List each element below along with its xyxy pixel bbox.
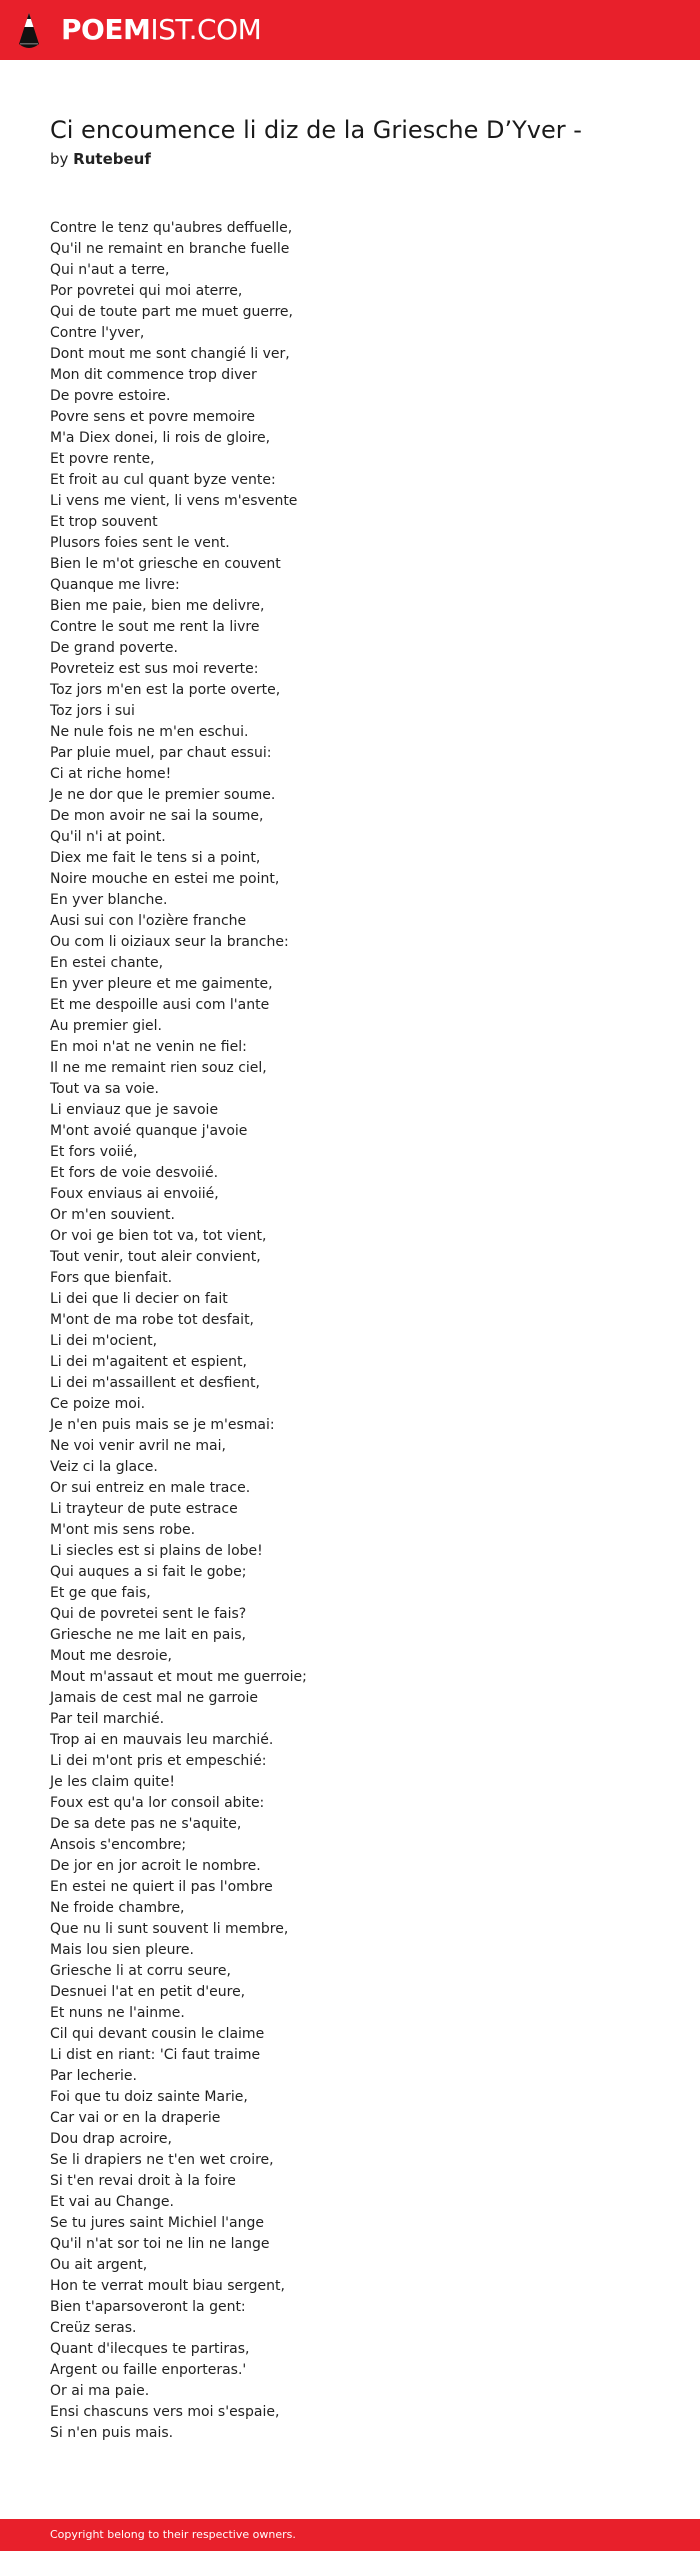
- poem-line: Bien t'aparsoveront la gent:: [50, 2299, 246, 2315]
- by-prefix: by: [50, 150, 74, 168]
- pencil-tip-icon[interactable]: [17, 12, 41, 50]
- poem-line: Foux est qu'a lor consoil abite:: [50, 1795, 265, 1811]
- poem-line: Cil qui devant cousin le claime: [50, 2026, 265, 2042]
- poem-line: Qui auques a si fait le gobe;: [50, 1564, 247, 1580]
- poem-line: Si t'en revai droit à la foire: [50, 2173, 236, 2189]
- poem-line: Ne nule fois ne m'en eschui.: [50, 724, 249, 740]
- poem-line: Dont mout me sont changié li ver,: [50, 346, 290, 362]
- poem-line: Et ge que fais,: [50, 1585, 151, 1601]
- poem-line: Ansois s'encombre;: [50, 1837, 187, 1853]
- poem-line: Jamais de cest mal ne garroie: [50, 1690, 259, 1706]
- poem-line: Hon te verrat moult biau sergent,: [50, 2278, 285, 2294]
- poem-line: En estei ne quiert il pas l'ombre: [50, 1879, 273, 1895]
- poem-line: Et vai au Change.: [50, 2194, 174, 2210]
- poem-line: Or m'en souvient.: [50, 1207, 175, 1223]
- poem-line: Quanque me livre:: [50, 577, 180, 593]
- poem-line: Noire mouche en estei me point,: [50, 871, 280, 887]
- author-link[interactable]: Rutebeuf: [73, 150, 151, 168]
- poem-line: Fors que bienfait.: [50, 1270, 173, 1286]
- poem-line: En yver pleure et me gaimente,: [50, 976, 273, 992]
- poem-line: Ce poize moi.: [50, 1396, 146, 1412]
- logo-bold-text: POEM: [61, 13, 151, 46]
- poem-line: Par teil marchié.: [50, 1711, 165, 1727]
- logo-light-text: IST.COM: [150, 13, 262, 46]
- poem-line: Qu'il n'i at point.: [50, 829, 166, 845]
- poem-line: Li dei m'ocient,: [50, 1333, 158, 1349]
- poem-line: Et fors voiié,: [50, 1144, 138, 1160]
- poem-line: Je ne dor que le premier soume.: [50, 787, 276, 803]
- poem-line: Car vai or en la draperie: [50, 2110, 221, 2126]
- poem-line: Qu'il n'at sor toi ne lin ne lange: [50, 2236, 270, 2252]
- poem-line: Ou ait argent,: [50, 2257, 148, 2273]
- poem-line: Je les claim quite!: [50, 1774, 175, 1790]
- poem-line: Que nu li sunt souvent li membre,: [50, 1921, 289, 1937]
- copyright-text: Copyright belong to their respective owners.: [50, 2528, 296, 2541]
- poem-line: Veiz ci la glace.: [50, 1459, 158, 1475]
- poem-line: De povre estoire.: [50, 388, 171, 404]
- poem-line: Ensi chascuns vers moi s'espaie,: [50, 2404, 280, 2420]
- poem-line: Li trayteur de pute estrace: [50, 1501, 238, 1517]
- poem-line: Je n'en puis mais se je m'esmai:: [50, 1417, 275, 1433]
- poem-line: Et fors de voie desvoiié.: [50, 1165, 219, 1181]
- poem-line: Por povretei qui moi aterre,: [50, 283, 243, 299]
- poem-line: Toz jors m'en est la porte overte,: [50, 682, 281, 698]
- poem-line: Tout va sa voie.: [50, 1081, 159, 1097]
- poem-line: De sa dete pas ne s'aquite,: [50, 1816, 242, 1832]
- poem-line: Diex me fait le tens si a point,: [50, 850, 261, 866]
- poem-line: Desnuei l'at en petit d'eure,: [50, 1984, 246, 2000]
- poem-line: Li dei m'agaitent et espient,: [50, 1354, 247, 1370]
- poem-line: Par pluie muel, par chaut essui:: [50, 745, 272, 761]
- poem-line: Au premier giel.: [50, 1018, 162, 1034]
- poem-line: Foux enviaus ai envoiié,: [50, 1186, 219, 1202]
- top-bar: [0, 0, 700, 60]
- poem-line: Or ai ma paie.: [50, 2383, 150, 2399]
- poem-line: M'ont avoié quanque j'avoie: [50, 1123, 248, 1139]
- poem-line: Povre sens et povre memoire: [50, 409, 256, 425]
- poem-line: Foi que tu doiz sainte Marie,: [50, 2089, 248, 2105]
- footer-bar: [0, 2519, 700, 2551]
- poem-line: Dou drap acroire,: [50, 2131, 172, 2147]
- poem-line: Tout venir, tout aleir convient,: [50, 1249, 261, 1265]
- poem-line: Qu'il ne remaint en branche fuelle: [50, 241, 290, 257]
- poem-line: Li dei m'ont pris et empeschié:: [50, 1753, 267, 1769]
- poem-line: Ci at riche home!: [50, 766, 172, 782]
- poem-line: Griesche li at corru seure,: [50, 1963, 231, 1979]
- poem-line: Bien le m'ot griesche en couvent: [50, 556, 281, 572]
- poem-line: Contre le sout me rent la livre: [50, 619, 260, 635]
- poem-line: Li siecles est si plains de lobe!: [50, 1543, 263, 1559]
- poem-line: Ne froide chambre,: [50, 1900, 185, 1916]
- poem-line: Ausi sui con l'ozière franche: [50, 913, 247, 929]
- poem-line: Il ne me remaint rien souz ciel,: [50, 1060, 267, 1076]
- poem-line: De jor en jor acroit le nombre.: [50, 1858, 261, 1874]
- poem-line: Plusors foies sent le vent.: [50, 535, 230, 551]
- poem-line: Ou com li oiziaux seur la branche:: [50, 934, 289, 950]
- poem-line: Creüz seras.: [50, 2320, 137, 2336]
- site-logo[interactable]: [61, 14, 261, 46]
- poem-line: Et me despoille ausi com l'ante: [50, 997, 270, 1013]
- poem-line: Si n'en puis mais.: [50, 2425, 174, 2441]
- poem-line: M'ont de ma robe tot desfait,: [50, 1312, 255, 1328]
- poem-line: Li vens me vient, li vens m'esvente: [50, 493, 298, 509]
- poem-line: Li enviauz que je savoie: [50, 1102, 219, 1118]
- poem-line: Contre le tenz qu'aubres deffuelle,: [50, 220, 293, 236]
- poem-line: Et trop souvent: [50, 514, 158, 530]
- poem-line: Ne voi venir avril ne mai,: [50, 1438, 226, 1454]
- poem-line: Qui de povretei sent le fais?: [50, 1606, 247, 1622]
- byline: [50, 149, 151, 169]
- poem-line: De mon avoir ne sai la soume,: [50, 808, 264, 824]
- poem-line: Li dist en riant: 'Ci faut traime: [50, 2047, 261, 2063]
- poem-line: Bien me paie, bien me delivre,: [50, 598, 265, 614]
- poem-line: Mout m'assaut et mout me guerroie;: [50, 1669, 307, 1685]
- poem-line: Mon dit commence trop diver: [50, 367, 257, 383]
- poem-line: Se li drapiers ne t'en wet croire,: [50, 2152, 274, 2168]
- poem-line: En moi n'at ne venin ne fiel:: [50, 1039, 247, 1055]
- poem-line: Li dei que li decier on fait: [50, 1291, 228, 1307]
- poem-line: Povreteiz est sus moi reverte:: [50, 661, 259, 677]
- poem-line: Or sui entreiz en male trace.: [50, 1480, 251, 1496]
- poem-line: Li dei m'assaillent et desfient,: [50, 1375, 260, 1391]
- poem-line: Toz jors i sui: [50, 703, 135, 719]
- poem-line: M'a Diex donei, li rois de gloire,: [50, 430, 271, 446]
- poem-line: En yver blanche.: [50, 892, 168, 908]
- poem-line: Or voi ge bien tot va, tot vient,: [50, 1228, 267, 1244]
- poem-title: Ci encoumence li diz de la Griesche D’Yver -: [50, 116, 582, 144]
- poem-line: Et froit au cul quant byze vente:: [50, 472, 276, 488]
- poem-line: Et povre rente,: [50, 451, 155, 467]
- poem-line: En estei chante,: [50, 955, 164, 971]
- poem-line: M'ont mis sens robe.: [50, 1522, 196, 1538]
- poem-line: Qui de toute part me muet guerre,: [50, 304, 293, 320]
- poem-line: Qui n'aut a terre,: [50, 262, 170, 278]
- poem-body: [50, 218, 650, 2444]
- poem-line: Quant d'ilecques te partiras,: [50, 2341, 250, 2357]
- poem-line: Griesche ne me lait en pais,: [50, 1627, 247, 1643]
- poem-line: Par lecherie.: [50, 2068, 137, 2084]
- poem-line: Argent ou faille enporteras.': [50, 2362, 247, 2378]
- poem-line: Et nuns ne l'ainme.: [50, 2005, 185, 2021]
- poem-line: De grand poverte.: [50, 640, 178, 656]
- poem-line: Mais lou sien pleure.: [50, 1942, 194, 1958]
- poem-line: Se tu jures saint Michiel l'ange: [50, 2215, 264, 2231]
- poem-line: Contre l'yver,: [50, 325, 145, 341]
- poem-line: Trop ai en mauvais leu marchié.: [50, 1732, 274, 1748]
- poem-line: Mout me desroie,: [50, 1648, 172, 1664]
